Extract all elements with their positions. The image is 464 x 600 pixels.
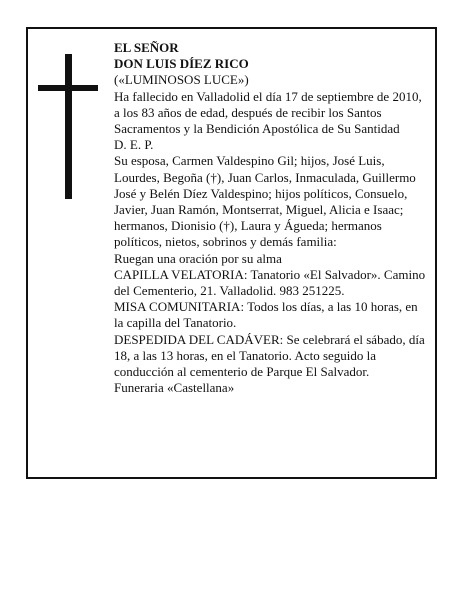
wake-info <box>114 267 426 299</box>
death-announcement: Ha fallecido en Valladolid el día 17 de septiembre de 2010, a los 83 años de edad, después de recibir los Santos Sacramentos y la Bendición Apostólica de Su Santidad <box>114 88 422 137</box>
mass-info <box>114 299 426 331</box>
wake-details: Tanatorio «El Salvador». Camino del Cementerio, 21. Valladolid. 983 251225. <box>114 266 426 299</box>
family-list: Su esposa, Carmen Valdespino Gil; hijos, José Luis, Lourdes, Begoña (†), Juan Carlos, Inmaculada, Guillermo José y Belén Díez Valdespino; hijos políticos, Consuelo, Javier, Juan Ramón, Montserrat, Miguel, Alicia e Isaac; hermanos, Dionisio (†), Laura y Águeda; hermanos políticos, nietos, sobrinos y demás familia: <box>114 153 416 250</box>
cross-icon <box>38 54 98 199</box>
dep-text: D. E. P. <box>114 137 154 153</box>
cross-horizontal-bar <box>38 85 98 91</box>
prayer-request: Ruegan una oración por su alma <box>114 250 282 266</box>
deceased-name: DON LUIS DÍEZ RICO <box>114 56 249 72</box>
mass-details: Todos los días, a las 10 horas, en la capilla del Tanatorio. <box>114 299 418 331</box>
title-line-1: EL SEÑOR <box>114 40 179 55</box>
farewell-details: Se celebrará el sábado, día 18, a las 13 horas, en el Tanatorio. Acto seguido la conducción al cementerio de Parque El Salvador. <box>114 331 425 380</box>
mass-label: MISA COMUNITARIA: <box>114 299 245 315</box>
funeral-home: Funeraria «Castellana» <box>114 380 235 396</box>
obituary-text <box>114 40 426 396</box>
cross-vertical-bar <box>65 54 72 199</box>
obituary-notice <box>26 27 437 479</box>
farewell-label: DESPEDIDA DEL CADÁVER: <box>114 331 284 347</box>
wake-label: CAPILLA VELATORIA: <box>114 266 248 282</box>
nickname: («LUMINOSOS LUCE») <box>114 72 249 88</box>
farewell-info <box>114 332 426 381</box>
